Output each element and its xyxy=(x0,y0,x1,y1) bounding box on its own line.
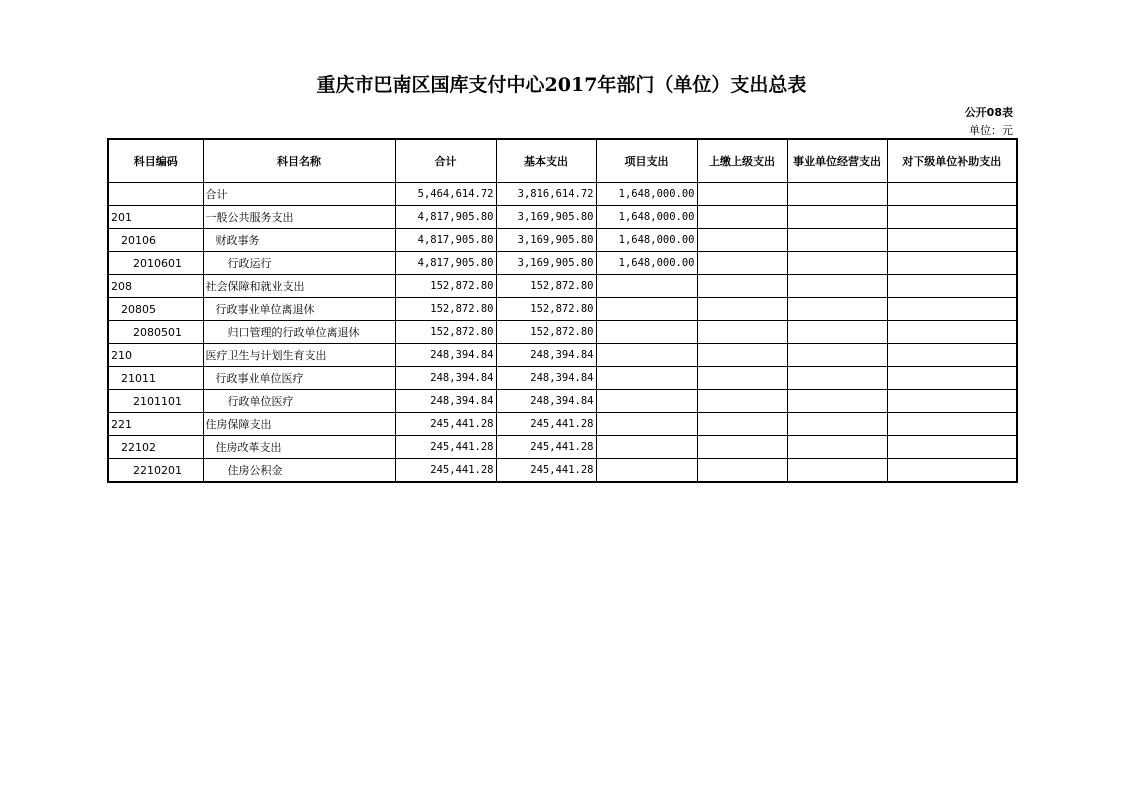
cell-name: 合计 xyxy=(203,183,395,206)
cell-total: 5,464,614.72 xyxy=(395,183,496,206)
cell-basic: 245,441.28 xyxy=(496,413,596,436)
cell-remit-upper xyxy=(697,183,787,206)
cell-name: 住房改革支出 xyxy=(203,436,395,459)
cell-total: 4,817,905.80 xyxy=(395,206,496,229)
cell-code xyxy=(108,183,203,206)
cell-basic: 3,816,614.72 xyxy=(496,183,596,206)
cell-total: 245,441.28 xyxy=(395,436,496,459)
cell-name: 一般公共服务支出 xyxy=(203,206,395,229)
cell-total: 248,394.84 xyxy=(395,344,496,367)
cell-remit-upper xyxy=(697,390,787,413)
header-subsidy-lower: 对下级单位补助支出 xyxy=(887,139,1017,183)
table-row xyxy=(108,183,1017,206)
cell-project xyxy=(596,459,697,483)
cell-basic: 3,169,905.80 xyxy=(496,229,596,252)
cell-remit-upper xyxy=(697,413,787,436)
cell-code: 2101101 xyxy=(108,390,203,413)
table-row xyxy=(108,344,1017,367)
header-project: 项目支出 xyxy=(596,139,697,183)
table-row xyxy=(108,390,1017,413)
cell-name: 财政事务 xyxy=(203,229,395,252)
cell-business-operation xyxy=(787,298,887,321)
cell-project xyxy=(596,436,697,459)
cell-code: 20805 xyxy=(108,298,203,321)
cell-name: 住房保障支出 xyxy=(203,413,395,436)
cell-subsidy-lower xyxy=(887,413,1017,436)
cell-business-operation xyxy=(787,229,887,252)
cell-project xyxy=(596,390,697,413)
cell-project xyxy=(596,344,697,367)
cell-basic: 248,394.84 xyxy=(496,367,596,390)
table-row xyxy=(108,298,1017,321)
cell-remit-upper xyxy=(697,298,787,321)
cell-remit-upper xyxy=(697,275,787,298)
cell-business-operation xyxy=(787,367,887,390)
table-row xyxy=(108,229,1017,252)
cell-project xyxy=(596,321,697,344)
cell-name: 医疗卫生与计划生育支出 xyxy=(203,344,395,367)
header-basic: 基本支出 xyxy=(496,139,596,183)
cell-name: 行政运行 xyxy=(203,252,395,275)
cell-code: 2010601 xyxy=(108,252,203,275)
page-title: 重庆市巴南区国库支付中心2017年部门（单位）支出总表 xyxy=(316,74,807,96)
cell-name: 行政单位医疗 xyxy=(203,390,395,413)
cell-remit-upper xyxy=(697,229,787,252)
cell-project: 1,648,000.00 xyxy=(596,229,697,252)
cell-subsidy-lower xyxy=(887,321,1017,344)
cell-project xyxy=(596,413,697,436)
cell-business-operation xyxy=(787,183,887,206)
cell-name: 归口管理的行政单位离退休 xyxy=(203,321,395,344)
cell-total: 245,441.28 xyxy=(395,459,496,483)
cell-total: 152,872.80 xyxy=(395,298,496,321)
header-code: 科目编码 xyxy=(108,139,203,183)
cell-subsidy-lower xyxy=(887,367,1017,390)
cell-name: 行政事业单位离退休 xyxy=(203,298,395,321)
header-business-operation: 事业单位经营支出 xyxy=(787,139,887,183)
cell-remit-upper xyxy=(697,436,787,459)
cell-code: 210 xyxy=(108,344,203,367)
cell-subsidy-lower xyxy=(887,390,1017,413)
cell-code: 208 xyxy=(108,275,203,298)
cell-business-operation xyxy=(787,344,887,367)
cell-business-operation xyxy=(787,413,887,436)
table-row xyxy=(108,436,1017,459)
cell-subsidy-lower xyxy=(887,344,1017,367)
cell-total: 248,394.84 xyxy=(395,367,496,390)
cell-total: 248,394.84 xyxy=(395,390,496,413)
cell-subsidy-lower xyxy=(887,252,1017,275)
cell-project xyxy=(596,367,697,390)
cell-business-operation xyxy=(787,436,887,459)
cell-business-operation xyxy=(787,252,887,275)
cell-code: 221 xyxy=(108,413,203,436)
table-row xyxy=(108,413,1017,436)
cell-total: 245,441.28 xyxy=(395,413,496,436)
table-row xyxy=(108,206,1017,229)
cell-code: 2080501 xyxy=(108,321,203,344)
header-total: 合计 xyxy=(395,139,496,183)
cell-project: 1,648,000.00 xyxy=(596,252,697,275)
cell-total: 4,817,905.80 xyxy=(395,229,496,252)
table-row xyxy=(108,367,1017,390)
cell-subsidy-lower xyxy=(887,436,1017,459)
cell-remit-upper xyxy=(697,459,787,483)
cell-name: 住房公积金 xyxy=(203,459,395,483)
cell-total: 152,872.80 xyxy=(395,275,496,298)
cell-business-operation xyxy=(787,206,887,229)
cell-remit-upper xyxy=(697,344,787,367)
expenditure-table xyxy=(107,138,1018,483)
cell-basic: 3,169,905.80 xyxy=(496,252,596,275)
cell-project: 1,648,000.00 xyxy=(596,206,697,229)
cell-remit-upper xyxy=(697,252,787,275)
cell-business-operation xyxy=(787,390,887,413)
cell-subsidy-lower xyxy=(887,459,1017,483)
cell-project: 1,648,000.00 xyxy=(596,183,697,206)
cell-subsidy-lower xyxy=(887,229,1017,252)
cell-code: 21011 xyxy=(108,367,203,390)
cell-basic: 152,872.80 xyxy=(496,298,596,321)
cell-basic: 248,394.84 xyxy=(496,390,596,413)
cell-subsidy-lower xyxy=(887,298,1017,321)
cell-remit-upper xyxy=(697,367,787,390)
cell-name: 行政事业单位医疗 xyxy=(203,367,395,390)
header-name: 科目名称 xyxy=(203,139,395,183)
cell-basic: 3,169,905.80 xyxy=(496,206,596,229)
cell-remit-upper xyxy=(697,321,787,344)
cell-code: 22102 xyxy=(108,436,203,459)
cell-subsidy-lower xyxy=(887,275,1017,298)
cell-subsidy-lower xyxy=(887,183,1017,206)
cell-basic: 152,872.80 xyxy=(496,275,596,298)
cell-name: 社会保障和就业支出 xyxy=(203,275,395,298)
table-row xyxy=(108,321,1017,344)
cell-code: 201 xyxy=(108,206,203,229)
cell-business-operation xyxy=(787,275,887,298)
cell-project xyxy=(596,298,697,321)
table-row xyxy=(108,459,1017,483)
cell-project xyxy=(596,275,697,298)
cell-total: 152,872.80 xyxy=(395,321,496,344)
unit-label: 单位：元 xyxy=(969,124,1013,137)
cell-code: 2210201 xyxy=(108,459,203,483)
table-row xyxy=(108,252,1017,275)
table-row xyxy=(108,275,1017,298)
header-remit-upper: 上缴上级支出 xyxy=(697,139,787,183)
cell-basic: 245,441.28 xyxy=(496,459,596,483)
form-number: 公开08表 xyxy=(964,106,1013,119)
cell-business-operation xyxy=(787,459,887,483)
cell-basic: 152,872.80 xyxy=(496,321,596,344)
cell-total: 4,817,905.80 xyxy=(395,252,496,275)
cell-code: 20106 xyxy=(108,229,203,252)
cell-remit-upper xyxy=(697,206,787,229)
cell-basic: 248,394.84 xyxy=(496,344,596,367)
table-header-row xyxy=(108,139,1017,183)
cell-basic: 245,441.28 xyxy=(496,436,596,459)
cell-business-operation xyxy=(787,321,887,344)
cell-subsidy-lower xyxy=(887,206,1017,229)
